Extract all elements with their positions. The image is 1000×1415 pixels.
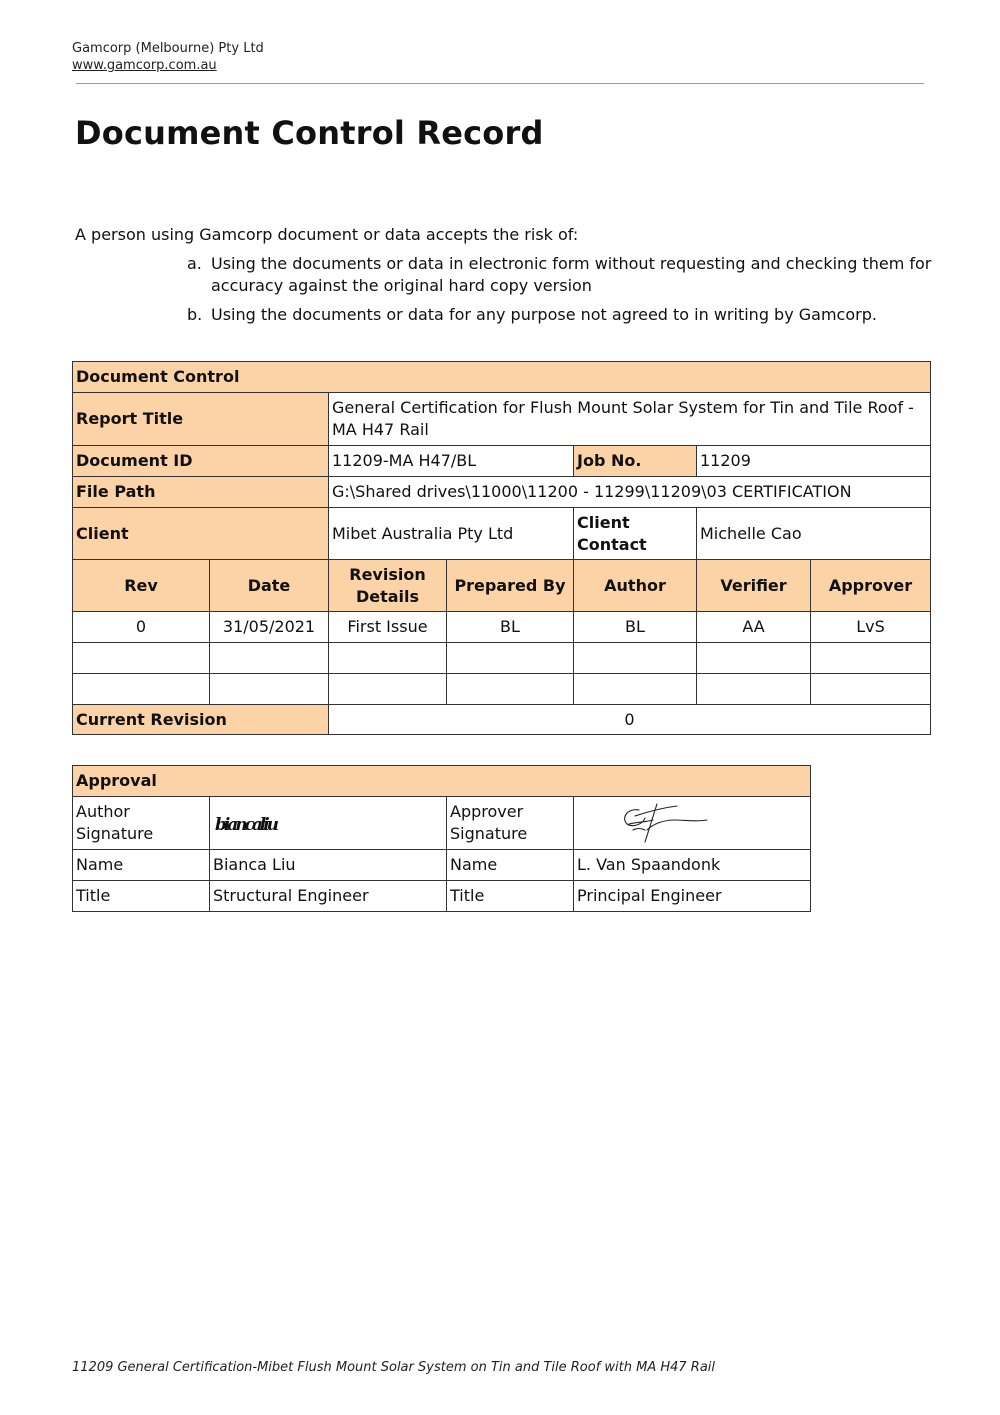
risk-intro: A person using Gamcorp document or data accepts the risk of: <box>75 225 579 244</box>
author-title-label: Title <box>73 881 210 912</box>
approver-title-label: Title <box>447 881 574 912</box>
approver-signature <box>574 797 811 850</box>
revision-verifier-cell <box>697 674 811 705</box>
page-title: Document Control Record <box>75 114 544 152</box>
table-row <box>73 643 931 674</box>
author-signature-image <box>213 808 303 838</box>
revision-prepared-by-cell: BL <box>447 612 574 643</box>
revision-author-cell: BL <box>574 612 697 643</box>
document-control-table <box>72 361 931 735</box>
col-header-verifier: Verifier <box>697 560 811 612</box>
client-contact-label: Client Contact <box>574 508 697 560</box>
document-id-label: Document ID <box>73 446 329 477</box>
col-header-prepared-by: Prepared By <box>447 560 574 612</box>
job-no-value: 11209 <box>697 446 931 477</box>
revision-details-cell: First Issue <box>329 612 447 643</box>
current-revision-value: 0 <box>329 705 931 735</box>
job-no-label: Job No. <box>574 446 697 477</box>
revision-author-cell <box>574 643 697 674</box>
revision-header-row <box>73 560 931 612</box>
client-label: Client <box>73 508 329 560</box>
document-id-value: 11209-MA H47/BL <box>329 446 574 477</box>
page-footer: 11209 General Certification-Mibet Flush Mount Solar System on Tin and Tile Roof with MA H47 Rail <box>72 1360 716 1375</box>
risk-text: Using the documents or data for any purpose not agreed to in writing by Gamcorp. <box>211 305 877 324</box>
table-row <box>73 612 931 643</box>
risk-text: Using the documents or data in electronic form without requesting and checking them for accuracy against the original hard copy version <box>211 254 932 295</box>
table-row <box>73 508 931 560</box>
table-row <box>73 393 931 446</box>
revision-details-cell <box>329 643 447 674</box>
author-signature-text: biancaliu <box>215 815 279 835</box>
revision-details-cell <box>329 674 447 705</box>
col-header-rev: Rev <box>73 560 210 612</box>
revision-date-cell <box>210 674 329 705</box>
table-row <box>73 881 811 912</box>
header-divider <box>76 83 924 84</box>
table-row <box>73 446 931 477</box>
revision-prepared-by-cell <box>447 674 574 705</box>
revision-approver-cell <box>811 643 931 674</box>
approver-title-value: Principal Engineer <box>574 881 811 912</box>
col-header-author: Author <box>574 560 697 612</box>
risk-item <box>75 304 935 326</box>
risk-list <box>75 253 935 333</box>
revision-date-cell: 31/05/2021 <box>210 612 329 643</box>
risk-marker: b. <box>187 305 203 324</box>
approver-signature-label: Approver Signature <box>447 797 574 850</box>
table-row <box>73 766 811 797</box>
file-path-label: File Path <box>73 477 329 508</box>
file-path-value: G:\Shared drives\11000\11200 - 11299\11209\03 CERTIFICATION <box>329 477 931 508</box>
table-row <box>73 797 811 850</box>
table-row <box>73 674 931 705</box>
current-revision-label: Current Revision <box>73 705 329 735</box>
revision-verifier-cell: AA <box>697 612 811 643</box>
document-control-heading: Document Control <box>73 362 931 393</box>
approver-name-value: L. Van Spaandonk <box>574 850 811 881</box>
revision-verifier-cell <box>697 643 811 674</box>
table-row <box>73 362 931 393</box>
col-header-revision-details: Revision Details <box>329 560 447 612</box>
author-signature-label: Author Signature <box>73 797 210 850</box>
report-title-value: General Certification for Flush Mount Solar System for Tin and Tile Roof - MA H47 Rail <box>329 393 931 446</box>
revision-author-cell <box>574 674 697 705</box>
author-signature <box>210 797 447 850</box>
company-name: Gamcorp (Melbourne) Pty Ltd <box>72 41 264 56</box>
report-title-label: Report Title <box>73 393 329 446</box>
revision-date-cell <box>210 643 329 674</box>
client-contact-value: Michelle Cao <box>697 508 931 560</box>
risk-item <box>75 253 935 297</box>
revision-rev-cell <box>73 674 210 705</box>
table-row <box>73 850 811 881</box>
author-name-label: Name <box>73 850 210 881</box>
col-header-approver: Approver <box>811 560 931 612</box>
revision-prepared-by-cell <box>447 643 574 674</box>
approver-signature-image <box>577 800 717 846</box>
revision-rev-cell: 0 <box>73 612 210 643</box>
revision-approver-cell <box>811 674 931 705</box>
author-name-value: Bianca Liu <box>210 850 447 881</box>
table-row <box>73 477 931 508</box>
client-value: Mibet Australia Pty Ltd <box>329 508 574 560</box>
approval-heading: Approval <box>73 766 811 797</box>
revision-approver-cell: LvS <box>811 612 931 643</box>
company-website-link[interactable]: www.gamcorp.com.au <box>72 58 217 73</box>
revision-rev-cell <box>73 643 210 674</box>
approval-table <box>72 765 811 912</box>
table-row <box>73 705 931 735</box>
risk-marker: a. <box>187 254 202 273</box>
approver-name-label: Name <box>447 850 574 881</box>
author-title-value: Structural Engineer <box>210 881 447 912</box>
col-header-date: Date <box>210 560 329 612</box>
